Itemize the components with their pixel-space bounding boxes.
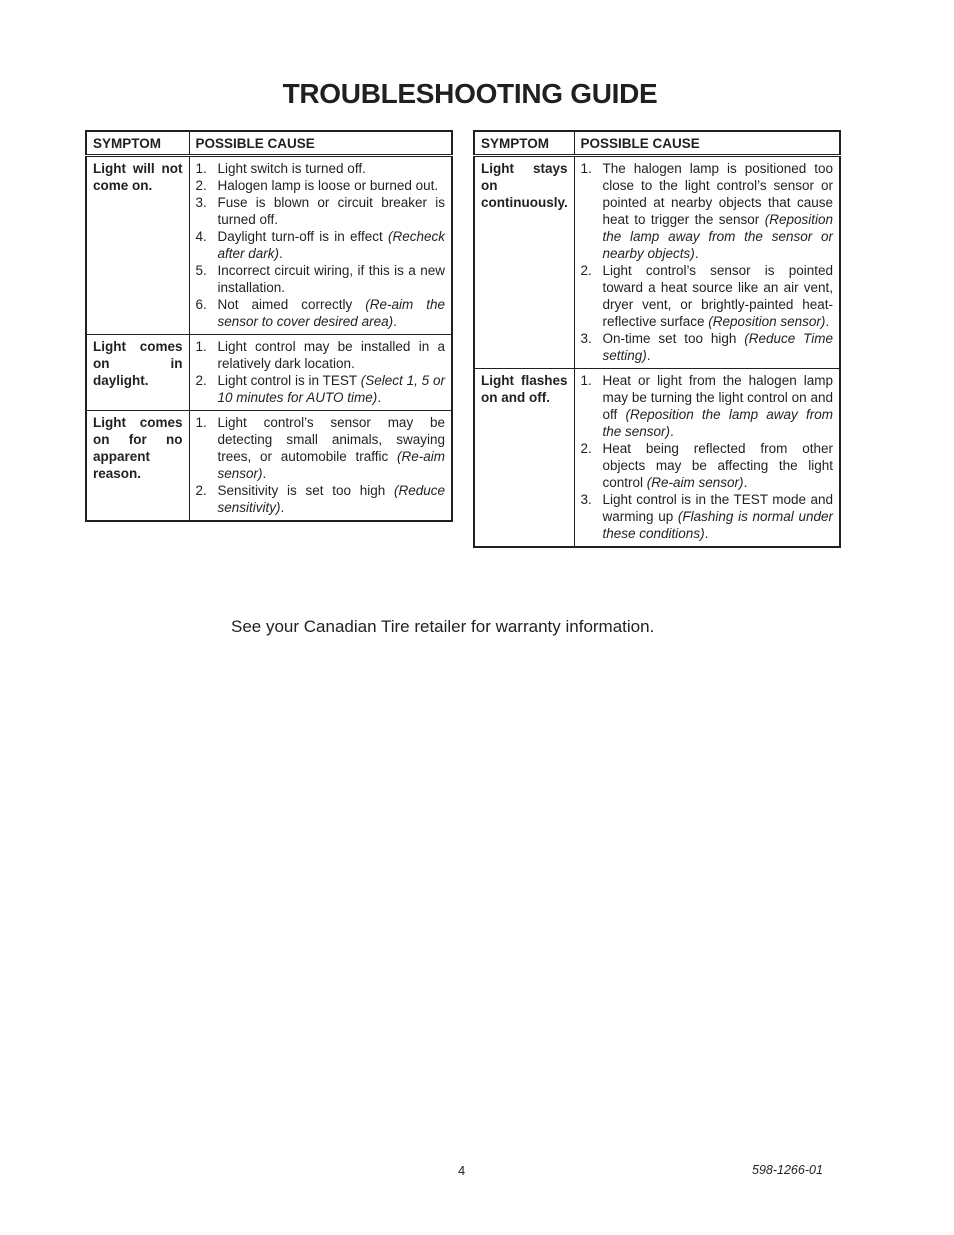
cause-text-wrap (218, 296, 446, 330)
cause-number: 1. (580, 373, 592, 388)
cause-end: . (670, 424, 674, 439)
cause-number: 2. (195, 373, 207, 388)
table-row (86, 156, 452, 335)
symptom-header: SYMPTOM (474, 131, 574, 156)
cause-text: Daylight turn-off is in effect (217, 229, 388, 244)
cause-end: . (743, 475, 748, 490)
list-item (196, 177, 446, 194)
cause-text-wrap (603, 160, 834, 262)
list-item (196, 160, 446, 177)
cause-text-wrap (603, 491, 834, 542)
cause-number: 4. (195, 229, 207, 244)
cause-number: 3. (580, 331, 592, 346)
cause-remedy: (Select 1, 5 or 10 minutes for AUTO time) (217, 373, 445, 405)
cause-text: Heat or light from the halogen lamp may be turning the light control on and off (602, 373, 833, 422)
table-row (86, 411, 452, 522)
cause-text-wrap (218, 482, 446, 516)
troubleshooting-table-left (85, 130, 453, 522)
cause-end: . (262, 466, 267, 481)
table-row (474, 369, 840, 548)
symptom-cell: Light flashes on and off. (474, 369, 574, 548)
cause-text-wrap (218, 160, 446, 177)
cause-number: 2. (195, 483, 207, 498)
cause-number: 5. (195, 263, 207, 278)
cause-cell (574, 369, 840, 548)
cause-end: . (279, 246, 283, 261)
cause-cell (574, 156, 840, 369)
list-item (581, 440, 834, 491)
list-item (196, 482, 446, 516)
cause-end: . (825, 314, 830, 329)
cause-end: . (704, 526, 709, 541)
possible-cause-header: POSSIBLE CAUSE (189, 131, 452, 156)
page-number: 4 (458, 1163, 466, 1178)
cause-text: Light control is in the TEST mode and warming up (602, 492, 833, 524)
cause-text: Light control is in TEST (217, 373, 361, 388)
symptom-cell: Light will not come on. (86, 156, 189, 335)
cause-number: 1. (580, 161, 592, 176)
cause-text: Incorrect circuit wiring, if this is a new installation. (217, 263, 445, 295)
cause-number: 1. (195, 339, 207, 354)
cause-text-wrap (218, 338, 446, 372)
cause-text-wrap (603, 330, 834, 364)
cause-remedy: (Re-aim sensor) (217, 449, 445, 481)
cause-list (581, 160, 834, 364)
cause-remedy: (Reposition the lamp away from the sensor) (602, 407, 833, 439)
cause-end: . (393, 314, 397, 329)
page-title: TROUBLESHOOTING GUIDE (282, 78, 658, 109)
cause-remedy: (Re-aim the sensor to cover desired area) (217, 297, 445, 329)
cause-remedy: (Reposition the lamp away from the sensor or nearby objects) (602, 212, 833, 261)
list-item (196, 338, 446, 372)
cause-list (581, 372, 834, 542)
table-header-row (474, 131, 840, 156)
list-item (581, 330, 834, 364)
cause-text-wrap (218, 194, 446, 228)
cause-text: Fuse is blown or circuit breaker is turned off. (217, 195, 445, 227)
cause-text-wrap (218, 228, 446, 262)
cause-text: Halogen lamp is loose or burned out. (217, 178, 439, 193)
cause-remedy: (Re-aim sensor) (646, 475, 744, 490)
list-item (196, 414, 446, 482)
cause-text: Light control may be installed in a relatively dark location. (217, 339, 445, 371)
cause-list (196, 338, 446, 406)
cause-cell (189, 156, 452, 335)
possible-cause-header: POSSIBLE CAUSE (574, 131, 840, 156)
cause-text: Light control’s sensor is pointed toward a heat source like an air vent, dryer vent, or brightly-painted heat-reflective surface (602, 263, 833, 329)
cause-end: . (694, 246, 699, 261)
cause-text-wrap (603, 262, 834, 330)
cause-end: . (280, 500, 285, 515)
cause-text: The halogen lamp is positioned too close to the light control’s sensor or pointed at nearby objects that cause heat to trigger the sensor (602, 161, 833, 227)
table-row (86, 335, 452, 411)
document-code: 598-1266-01 (752, 1163, 823, 1177)
cause-number: 6. (195, 297, 207, 312)
cause-number: 3. (195, 195, 207, 210)
cause-number: 1. (195, 161, 207, 176)
cause-remedy: (Reduce Time setting) (602, 331, 833, 363)
list-item (581, 262, 834, 330)
cause-number: 3. (580, 492, 592, 507)
cause-text-wrap (218, 372, 446, 406)
cause-number: 1. (195, 415, 207, 430)
list-item (581, 491, 834, 542)
cause-number: 2. (580, 441, 592, 456)
cause-text: Light control’s sensor may be detecting small animals, swaying trees, or automobile traffic (217, 415, 445, 464)
cause-text-wrap (218, 414, 446, 482)
symptom-header: SYMPTOM (86, 131, 189, 156)
symptom-cell: Light comes on for no apparent reason. (86, 411, 189, 522)
cause-number: 2. (195, 178, 207, 193)
cause-text-wrap (603, 440, 834, 491)
cause-cell (189, 335, 452, 411)
cause-list (196, 414, 446, 516)
symptom-cell: Light comes on in daylight. (86, 335, 189, 411)
cause-text-wrap (603, 372, 834, 440)
list-item (196, 296, 446, 330)
table-body (474, 156, 840, 548)
table-header-row (86, 131, 452, 156)
cause-remedy: (Reposition sensor) (708, 314, 826, 329)
list-item (196, 372, 446, 406)
cause-end: . (646, 348, 651, 363)
cause-cell (189, 411, 452, 522)
cause-end: . (377, 390, 382, 405)
cause-text: Light switch is turned off. (217, 161, 366, 176)
cause-text: Sensitivity is set too high (217, 483, 394, 498)
list-item (196, 194, 446, 228)
symptom-cell: Light stays on continuously. (474, 156, 574, 369)
cause-remedy: (Flashing is normal under these conditions) (602, 509, 833, 541)
troubleshooting-table-right (473, 130, 841, 548)
table-body (86, 156, 452, 522)
list-item (581, 160, 834, 262)
cause-text: On-time set too high (602, 331, 745, 346)
table-row (474, 156, 840, 369)
cause-text-wrap (218, 177, 446, 194)
cause-text-wrap (218, 262, 446, 296)
warranty-note: See your Canadian Tire retailer for warranty information. (231, 617, 655, 636)
cause-remedy: (Reduce sensitivity) (217, 483, 445, 515)
list-item (196, 262, 446, 296)
cause-text: Not aimed correctly (217, 297, 366, 312)
cause-list (196, 160, 446, 330)
cause-remedy: (Recheck after dark) (217, 229, 445, 261)
cause-text: Heat being reflected from other objects may be affecting the light control (602, 441, 833, 490)
list-item (581, 372, 834, 440)
list-item (196, 228, 446, 262)
cause-number: 2. (580, 263, 592, 278)
